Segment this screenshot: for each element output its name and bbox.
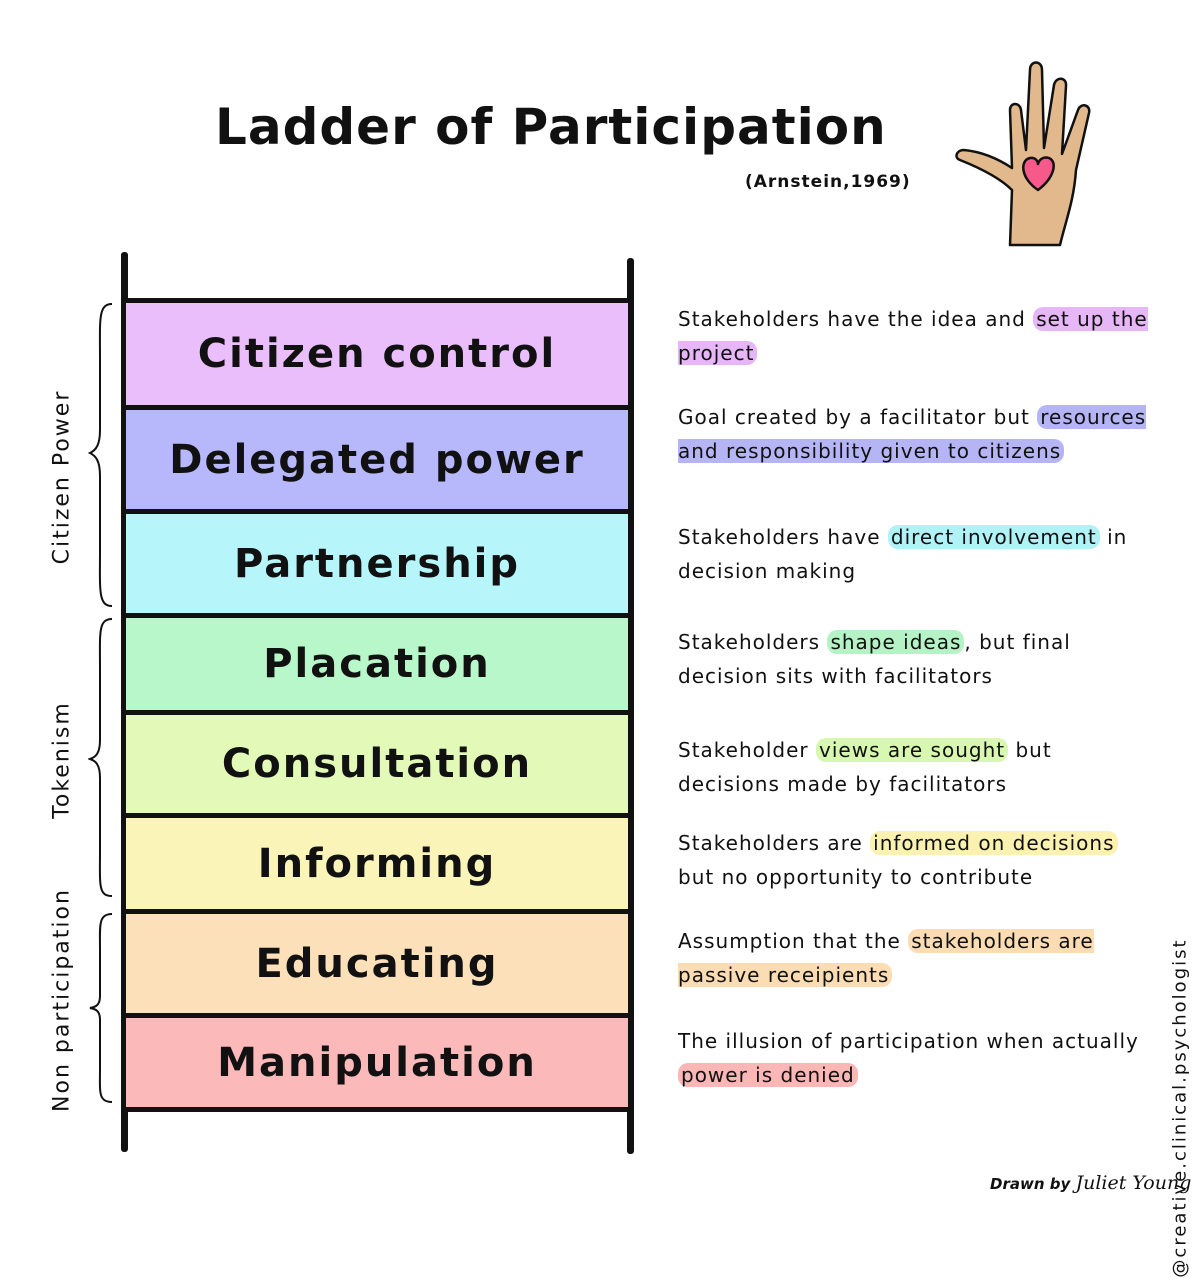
description-text: Stakeholders have the idea and	[678, 307, 1034, 331]
rung-label: Educating	[255, 940, 499, 987]
description-text: Assumption that the	[678, 929, 909, 953]
page-title: Ladder of Participation	[215, 98, 887, 156]
description-highlight: stakeholders are passive receipients	[678, 929, 1094, 987]
rung-label: Informing	[257, 840, 497, 887]
drawn-by-label: Drawn by	[990, 1175, 1071, 1193]
rung-label: Placation	[263, 641, 491, 687]
description-highlight: set up the project	[678, 307, 1148, 365]
brace-tokenism	[88, 615, 118, 900]
description-highlight: resources and responsibility given to citizens	[678, 405, 1147, 463]
description-text: The illusion of participation when actually	[678, 1029, 1139, 1053]
description-text: Goal created by a facilitator but	[678, 405, 1038, 429]
description-placation	[678, 625, 1158, 693]
description-educating	[678, 924, 1158, 992]
group-label-non-participation: Non participation	[49, 888, 75, 1112]
description-text: , but final decision sits with facilitators	[678, 630, 1071, 688]
rung-manipulation	[126, 1013, 628, 1112]
description-text: Stakeholders	[678, 630, 828, 654]
description-consultation	[678, 733, 1158, 801]
rung-educating	[126, 909, 628, 1013]
description-highlight: power is denied	[678, 1063, 858, 1087]
description-partnership	[678, 520, 1158, 588]
rung-placation	[126, 613, 628, 710]
rung-delegated-power	[126, 405, 628, 509]
rung-consultation	[126, 710, 628, 813]
description-highlight: views are sought	[816, 738, 1008, 762]
description-delegated-power	[678, 400, 1158, 468]
description-informing	[678, 826, 1158, 894]
signature: Juliet Young	[1075, 1172, 1192, 1194]
citation: (Arnstein,1969)	[745, 172, 911, 192]
rung-label: Consultation	[221, 741, 533, 787]
description-highlight: informed on decisions	[870, 831, 1117, 855]
rung-label: Delegated power	[169, 436, 585, 483]
description-manipulation	[678, 1024, 1158, 1092]
drawn-by-credit	[990, 1172, 1191, 1194]
description-text: but decisions made by facilitators	[678, 738, 1052, 796]
description-text: Stakeholders are	[678, 831, 871, 855]
rung-partnership	[126, 509, 628, 613]
rung-label: Partnership	[233, 540, 521, 587]
brace-citizen-power	[88, 300, 118, 610]
description-highlight: direct involvement	[888, 525, 1100, 549]
group-label-citizen-power: Citizen Power	[49, 389, 75, 565]
description-text: in decision making	[678, 525, 1128, 583]
ladder-right-rail	[627, 258, 634, 1154]
description-highlight: shape ideas	[827, 630, 964, 654]
rung-informing	[126, 813, 628, 909]
rung-label: Citizen control	[197, 331, 557, 377]
rung-label: Manipulation	[217, 1039, 537, 1086]
rung-citizen-control	[126, 298, 628, 405]
description-text: Stakeholder	[678, 738, 817, 762]
description-text: but no opportunity to contribute	[678, 865, 1034, 889]
author-handle: @creative.clinical.psychologist	[1169, 938, 1191, 1278]
description-citizen-control	[678, 302, 1158, 370]
brace-non-participation	[88, 910, 118, 1106]
description-text: Stakeholders have	[678, 525, 888, 549]
group-label-tokenism: Tokenism	[49, 701, 75, 819]
